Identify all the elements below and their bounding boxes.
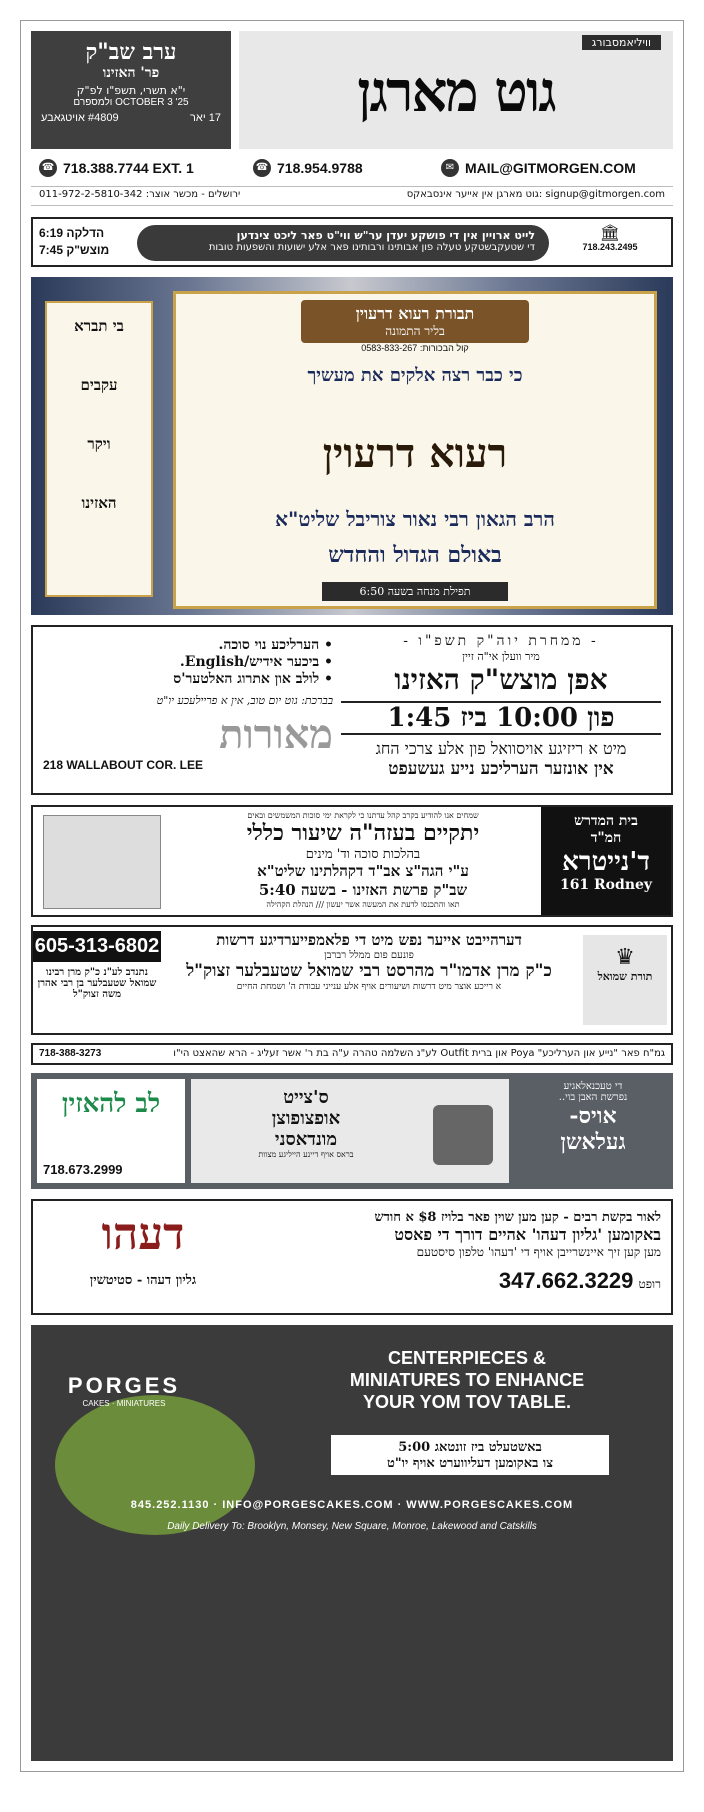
candle-label: הדלקה [66,226,105,240]
english-date: OCTOBER 3 '25 ולמספרם [73,97,189,108]
email-link[interactable]: ✉ MAIL@GITMORGEN.COM [441,159,636,177]
ush-left: די טעכנאלאגיע נפרשת האבן בוי.. אויס- געלאשן [558,1081,628,1155]
havdalah-time: 7:45 [39,243,64,257]
building-icon: 🏛 [599,223,621,242]
bullet-3: • לולב און אתרוג האלטער'ס [173,671,333,687]
crown-icon: ♛ [615,945,635,970]
phone-icon: ☎ [39,159,57,177]
event-title: תבורת רעוא דרעוין [355,304,475,323]
event-quote: כי כבר רצה אלקים את מעשיך [307,365,523,386]
poya-text: גמ"ח פאר "נייע און הערליכע" Poya און ברית Outfit לע"נ השלמה טהרה ע"ה בת ר' אשר זעליג - הרא שהאצט הי"ו [173,1048,665,1059]
store-line: מיט א ריזיגע אויסוואל פון אלע צרכי החג [375,739,627,758]
store-note: בברכת: גוט יום טוב, אין א פריילעכע יו"ט [156,694,333,707]
book-dedication: נתנדב לע"נ כ"ק מרן רבינו שמואל שטעבלער בן רבי אהרן משה זצוק"ל [37,967,157,1000]
shiur-text [193,811,533,909]
cake-image [55,1395,255,1535]
book-phone[interactable]: 605-313-6802 [33,931,161,962]
event-sub: בליר התמונה [385,324,445,338]
book-desc: א רייכע אוצר מיט דרשות ושיעורים אויף אלע ענייני עבודת ה' ושמחת החיים [236,982,502,992]
shiur-when: שב"ק פרשת האזינו - בשעה 5:40 [258,881,468,899]
porges-order: באשטעלט ביז זונטאג 5:00 צו באקומען דעליווערט אויף יו"ט [331,1435,609,1475]
contact-bar [31,157,673,181]
iyar-label: 17 יאר [190,112,221,124]
sukka-store-ad [31,625,673,795]
info-strip [31,186,673,206]
porges-headline: CENTERPIECES & MINIATURES TO ENHANCE YOUR YOM TOV TABLE. [349,1348,585,1412]
beis-medrash-panel [541,807,671,915]
event-name: רעוא דרעוין [322,430,508,477]
shiur-foot: תאו והתכנסו לדעת את המעשה אשר יעשון /// הנהלת הקהילה [266,900,460,909]
date-panel [31,31,231,149]
tzedaka-phone: 718.243.2495 [582,242,638,252]
book-logo: ♛ תורת שמואל [583,935,667,1025]
edition-tab: וויליאמסבורג [582,35,661,50]
porges-contact[interactable]: 845.252.1130 · INFO@PORGESCAKES.COM · WWW.PORGESCAKES.COM [130,1499,574,1511]
times-column [39,225,135,259]
parsha-label: פר' האזינו [102,65,160,81]
poya-phone: 718-388-3273 [39,1048,102,1059]
bm-name: ד'נייטרא [562,847,650,877]
book-title: דערהייבט אייער נפש מיט די פלאמפייערדיגע דרשות [216,931,522,949]
book-name: כ"ק מרן אדמו"ר מהרסט רבי שמואל שטעבלער זצוק"ל [186,961,552,981]
store-logo: מאורות [219,711,333,758]
store-dates: - ממחרת יוה"ק תשפ"ו - [403,633,599,649]
candle-icon [433,1105,493,1165]
event-rav: הרב הגאון רבי נאור צוריבל שליט"א [275,507,555,531]
store-line2: אין אונזער הערליכע נייע געשעפט [388,759,614,779]
masthead-panel [239,31,673,149]
ushpizin-ad [31,1073,673,1189]
book-text [163,931,575,992]
candle-times-box [31,217,673,267]
book-ad [31,925,673,1035]
ush-brand: לב להאזין 718.673.2999 [37,1079,185,1183]
event-card [173,291,657,609]
store-address: 218 WALLABOUT COR. LEE [43,758,204,772]
bm-label2: חמ"ד [590,830,622,846]
phone-main[interactable]: ☎ 718.388.7744 EXT. 1 [39,159,194,177]
porges-logo: PORGES CAKES · MINIATURES [67,1373,181,1408]
store-hours: פון 10:00 ביז 1:45 [341,701,661,735]
masthead-header [31,31,673,151]
hebrew-date: י"א תשרי, תשפ"ו לפ"ק [76,84,186,97]
side-item-1: בי תברא [74,317,124,335]
dehu-logo: דעהו גליון דעהו - סטיטשין [89,1209,197,1288]
event-tefila: תפילת מנחה בשעה 6:50 [322,582,508,601]
tzedaka-banner [137,225,549,261]
side-item-3: ויקר [87,435,111,453]
bullet-2: • ביכער אידיש/English. [179,654,333,670]
erev-label: ערב שב"ק [85,39,177,65]
masthead-title: גוט מארגן [357,59,555,125]
mail-icon: ✉ [441,159,459,177]
bm-label: בית המדרש [574,813,638,829]
signup-text: signup@gitmorgen.com :גוט מארגן אין אייער אינסבאקס [406,189,665,200]
event-phone: קול הבכורות: 0583-833-267 [361,343,469,353]
havdalah-label: מוצש"ק [66,243,110,257]
building-image [43,815,161,909]
newspaper-page [20,20,684,1772]
shiur-by: ע"י הגה"צ אב"ד דקהלתינו שליט"א [257,862,469,880]
israel-line: ירושלים - מכשר אוצר: 011-972-2-5810-342 [39,189,241,200]
shiur-topic: בהלכות סוכה וד' מינים [305,847,421,862]
issue-number: #4809 אויטגאבע [41,112,119,124]
dehu-text: לאור בקשת רבים - קען מען שוין פאר בלויז $8 א חודש באקומען 'גליון דעהו' אהיים דורך די פאסט מען קען זיך איינשרייבן אויף די 'דעהו' טלפון סיסטעם רופט 347.662.3229 [374,1210,661,1293]
bullet-1: • הערליכע נוי סוכה. [218,637,333,653]
phone-icon: ☎ [253,159,271,177]
shiur-ad [31,805,673,917]
poya-line [31,1043,673,1065]
candle-time: 6:19 [39,226,64,240]
event-hall: באולם הגדול והחדש [328,542,502,568]
store-open: אפן מוצש"ק האזינו [394,663,608,696]
event-ad [31,277,673,615]
shiur-title: יתקיים בעזה"ה שיעור כללי [246,820,480,846]
store-bullets [43,637,333,772]
store-hours-block [341,633,661,779]
tzedaka-line1: לייט ארויין אין די פושקע יעדן ער"ש ווי"ט פאר ליכט צינדען [236,229,535,242]
porges-delivery: Daily Delivery To: Brooklyn, Monsey, New Square, Monroe, Lakewood and Catskills [167,1521,537,1532]
tzedaka-logo [555,223,665,263]
dehu-phone[interactable]: 347.662.3229 [498,1268,634,1293]
store-when: מיר וועלן אי"ה זיין [462,650,540,663]
dehu-ad [31,1199,673,1315]
ush-middle: ס'צייט אופצופוצן מונדאסני בראס אויף דיינע הייליגע מצוות [191,1079,509,1183]
porges-ad [31,1325,673,1761]
side-item-2: עקבים [80,376,118,394]
bm-address: 161 Rodney [559,877,653,893]
side-item-4: האזינו [81,494,117,512]
phone-secondary[interactable]: ☎ 718.954.9788 [253,159,363,177]
parsha-sidebar [45,301,153,597]
tzedaka-line2: די שטעקבשטקע טעלה פון אבותינו ורבותינו פאר אלע ישועות והשפעות טובות [208,242,535,253]
book-sub: פונעם פום ממלל רברבן [324,950,414,961]
shiur-top: שמחים אנו להודיע בקרב קהל עדתנו כי לקראת ימי סוכות המשמשים ובאים [247,811,479,820]
